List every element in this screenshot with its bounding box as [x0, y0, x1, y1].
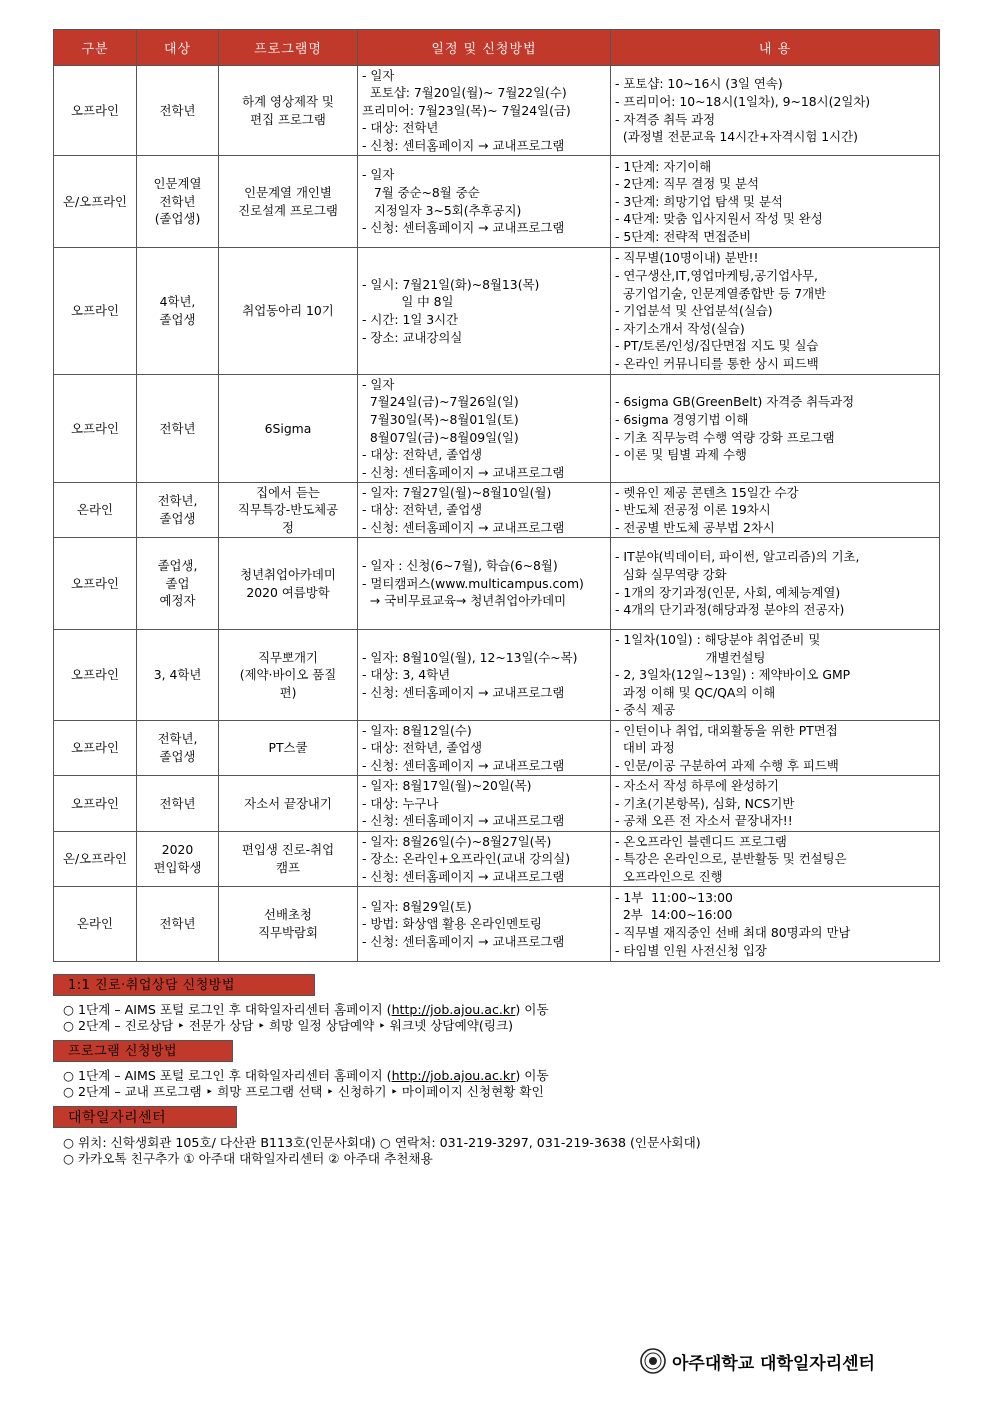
cell-schedule-line: - 일자: 8월29일(토)	[362, 898, 472, 914]
cell-program-name-line: 직무특강-반도체공	[237, 502, 339, 518]
cell-content-line: - PT/토론/인성/집단면접 지도 및 실습	[615, 338, 819, 354]
apply-step1-suffix: ) 이동	[515, 1068, 549, 1083]
cell-schedule-line: - 신청: 센터홈페이지 → 교내프로그램	[362, 519, 565, 535]
cell-content-line: - 1일차(10일) : 해당분야 취업준비 및	[615, 632, 821, 648]
cell-schedule-line: - 신청: 센터홈페이지 → 교내프로그램	[362, 220, 565, 236]
cell-type-line: 오프라인	[71, 740, 119, 756]
cell-schedule-line: 프리미어: 7월23일(목)~ 7월24일(금)	[362, 102, 571, 118]
cell-content-line: - 중식 제공	[615, 702, 676, 718]
cell-schedule-line: - 대상: 누구나	[362, 795, 439, 811]
cell-program-name	[219, 248, 358, 375]
cell-type	[54, 375, 137, 483]
cell-schedule	[358, 630, 611, 721]
cell-program-name-line: 직무뽀개기	[258, 649, 318, 665]
cell-type	[54, 538, 137, 630]
counsel-step1-text: ○ 1단계 – AIMS 포털 로그인 후 대학일자리센터 홈페이지 (	[63, 1002, 392, 1017]
cell-program-name-line: 직무박람회	[258, 925, 318, 940]
cell-target-line: 전학년	[159, 193, 196, 209]
cell-target	[137, 538, 219, 630]
cell-schedule-line: - 일자: 8월17일(월)~20일(목)	[362, 778, 532, 794]
counsel-step1	[63, 1002, 549, 1018]
cell-program-name-line: 집에서 듣는	[256, 484, 320, 500]
cell-content-line: - 프리미어: 10~18시(1일차), 9~18시(2일차)	[615, 93, 871, 109]
counsel-section-title: 1:1 진로·취업상담 신청방법	[53, 974, 315, 996]
cell-content	[611, 887, 940, 962]
cell-content-line: - 자기소개서 작성(실습)	[615, 320, 745, 336]
cell-schedule	[358, 887, 611, 962]
cell-target	[137, 248, 219, 375]
cell-program-name-line: 편집 프로그램	[250, 111, 326, 127]
cell-schedule-line: - 대상: 전학년	[362, 120, 439, 136]
cell-target	[137, 483, 219, 538]
cell-target-line: 2020	[161, 842, 194, 858]
apply-step1-text: ○ 1단계 – AIMS 포털 로그인 후 대학일자리센터 홈페이지 (	[63, 1068, 392, 1083]
cell-program-name-line: 선배초청	[264, 907, 312, 923]
cell-schedule	[358, 721, 611, 776]
cell-content	[611, 630, 940, 721]
cell-schedule-line: - 멀티캠퍼스(www.multicampus.com)	[362, 575, 584, 591]
cell-type-line: 오프라인	[71, 667, 119, 683]
cell-content-line: 심화 실무역량 강화	[615, 566, 727, 582]
cell-content-line: - 6sigma 경영기법 이해	[615, 411, 749, 427]
cell-type-line: 온라인	[77, 916, 113, 932]
counsel-step1-suffix: ) 이동	[515, 1002, 549, 1017]
apply-step1	[63, 1068, 549, 1084]
cell-type	[54, 832, 137, 887]
cell-program-name-line: 정	[282, 519, 294, 535]
cell-schedule	[358, 248, 611, 375]
cell-target-line: 3, 4학년	[153, 667, 202, 683]
cell-type	[54, 776, 137, 832]
cell-content-line: 공기업기술, 인문계열종합반 등 7개반	[615, 285, 827, 301]
cell-schedule-line: - 일자	[362, 376, 395, 392]
cell-content-line: (과정별 전문교육 14시간+자격시험 1시간)	[615, 129, 858, 145]
cell-content-line: - 이론 및 팀별 과제 수행	[615, 447, 747, 463]
program-table	[53, 29, 940, 962]
cell-content-line: - 특강은 온라인으로, 분반활동 및 컨설팅은	[615, 851, 847, 867]
cell-content-line: - 인턴이나 취업, 대외활동을 위한 PT면접	[615, 722, 838, 738]
cell-target	[137, 375, 219, 483]
cell-content-line: - 렛유인 제공 콘텐츠 15일간 수강	[615, 484, 799, 500]
table-row	[54, 887, 940, 962]
apply-url-link[interactable]: http://job.ajou.ac.kr	[391, 1068, 516, 1083]
cell-schedule	[358, 483, 611, 538]
cell-content-line: - 직무별 재직중인 선배 최대 80명과의 만남	[615, 925, 851, 940]
cell-schedule-line: 7월 중순~8월 중순	[362, 184, 480, 200]
cell-target-line: 졸업생,	[157, 558, 198, 574]
header-content: 내 용	[611, 30, 940, 66]
cell-type	[54, 248, 137, 375]
cell-schedule-line: - 장소: 온라인+오프라인(교내 강의실)	[362, 851, 571, 867]
cell-content-line: - 자격증 취득 과정	[615, 111, 716, 127]
cell-program-name-line: 청년취업아카데미	[240, 566, 336, 582]
cell-content	[611, 248, 940, 375]
table-row	[54, 538, 940, 630]
header-schedule: 일정 및 신청방법	[358, 30, 611, 66]
cell-type-line: 오프라인	[71, 575, 119, 591]
cell-content-line: - 공채 오픈 전 자소서 끝장내자!!	[615, 813, 793, 829]
cell-target	[137, 776, 219, 832]
cell-content	[611, 832, 940, 887]
cell-program-name	[219, 887, 358, 962]
cell-content-line: - 기업분석 및 산업분석(실습)	[615, 303, 773, 319]
cell-program-name	[219, 483, 358, 538]
cell-type	[54, 66, 137, 156]
cell-schedule-line: - 대상: 전학년, 졸업생	[362, 740, 483, 756]
cell-schedule-line: - 일자: 7월27일(월)~8월10일(월)	[362, 484, 552, 500]
cell-type-line: 오프라인	[71, 303, 119, 319]
cell-target-line: 전학년	[159, 420, 196, 436]
cell-program-name	[219, 538, 358, 630]
cell-schedule	[358, 538, 611, 630]
cell-type	[54, 887, 137, 962]
cell-program-name-line: (제약·바이오 품질	[239, 667, 337, 683]
counsel-step2: ○ 2단계 – 진로상담 ‣ 전문가 상담 ‣ 희망 일정 상담예약 ‣ 워크넷 상담예약(링크)	[63, 1018, 514, 1033]
cell-target-line: 4학년,	[159, 294, 196, 310]
cell-schedule-line: - 장소: 교내강의실	[362, 329, 463, 345]
cell-schedule-line: - 일시: 7월21일(화)~8월13(목)	[362, 276, 540, 292]
cell-content-line: - 2, 3일차(12일~13일) : 제약바이오 GMP	[615, 667, 851, 683]
table-row	[54, 156, 940, 248]
cell-type-line: 온/오프라인	[62, 193, 128, 209]
table-row	[54, 66, 940, 156]
cell-schedule-line: - 일자: 8월26일(수)~8월27일(목)	[362, 833, 552, 849]
cell-type	[54, 156, 137, 248]
cell-program-name-line: 편입생 진로-취업	[241, 842, 335, 858]
cell-type-line: 온라인	[77, 502, 113, 518]
cell-type	[54, 721, 137, 776]
cell-content	[611, 721, 940, 776]
cell-schedule	[358, 776, 611, 832]
cell-schedule-line: - 일자 : 신청(6~7월), 학습(6~8월)	[362, 558, 558, 574]
footer-logo-text: 아주대학교 대학일자리센터	[672, 1353, 875, 1374]
cell-schedule	[358, 156, 611, 248]
cell-type-line: 온/오프라인	[62, 851, 128, 867]
cell-target-line: 편입학생	[153, 860, 202, 875]
cell-content	[611, 156, 940, 248]
cell-content-line: - IT분야(빅데이터, 파이썬, 알고리즘)의 기초,	[615, 549, 860, 565]
cell-schedule-line: - 신청: 센터홈페이지 → 교내프로그램	[362, 868, 565, 884]
cell-target	[137, 887, 219, 962]
cell-schedule	[358, 375, 611, 483]
center-section-title: 대학일자리센터	[53, 1106, 237, 1128]
cell-content	[611, 776, 940, 832]
cell-schedule-line: 7월30일(목)~8월01일(토)	[362, 411, 519, 427]
header-target: 대상	[137, 30, 219, 66]
cell-target	[137, 156, 219, 248]
table-body	[54, 66, 940, 962]
cell-content-line: - 온오프라인 블렌디드 프로그램	[615, 833, 787, 849]
cell-content-line: - 온라인 커뮤니티를 통한 상시 피드백	[615, 355, 819, 371]
cell-schedule	[358, 66, 611, 156]
cell-content-line: - 1부 11:00~13:00	[615, 889, 733, 905]
cell-content-line: - 인문/이공 구분하여 과제 수행 후 피드백	[615, 757, 839, 773]
cell-schedule-line: 8월07일(금)~8월09일(일)	[362, 429, 519, 445]
cell-program-name-line: 캠프	[276, 860, 300, 875]
cell-content-line: - 1개의 장기과정(인문, 사회, 예체능계열)	[615, 584, 841, 600]
cell-program-name-line: 진로설계 프로그램	[238, 202, 338, 218]
cell-schedule-line: 일 中 8일	[362, 294, 454, 310]
counsel-url-link[interactable]: http://job.ajou.ac.kr	[391, 1002, 516, 1017]
cell-target	[137, 66, 219, 156]
cell-schedule-line: - 신청: 센터홈페이지 → 교내프로그램	[362, 464, 565, 480]
cell-schedule-line: - 대상: 전학년, 졸업생	[362, 447, 483, 463]
cell-target-line: 인문계열	[153, 176, 202, 192]
cell-program-name	[219, 66, 358, 156]
cell-target-line: 졸업생	[159, 312, 196, 327]
cell-program-name	[219, 721, 358, 776]
table-row	[54, 483, 940, 538]
cell-schedule-line: 포토샵: 7월20일(월)~ 7월22일(수)	[362, 85, 567, 101]
cell-content	[611, 483, 940, 538]
cell-content	[611, 66, 940, 156]
table-row	[54, 248, 940, 375]
cell-content-line: - 전공별 반도체 공부법 2차시	[615, 519, 775, 535]
cell-target-line: 졸업	[165, 575, 190, 591]
cell-target-line: 전학년	[159, 916, 196, 932]
cell-content-line: - 기초 직무능력 수행 역량 강화 프로그램	[615, 429, 835, 445]
footer-logo	[640, 1346, 875, 1376]
cell-program-name	[219, 832, 358, 887]
cell-target-line: 전학년,	[157, 731, 198, 747]
cell-content	[611, 538, 940, 630]
cell-program-name	[219, 156, 358, 248]
cell-target	[137, 832, 219, 887]
cell-program-name-line: 편)	[279, 684, 297, 700]
cell-type	[54, 483, 137, 538]
cell-schedule	[358, 832, 611, 887]
table-row	[54, 375, 940, 483]
cell-target-line: 예정자	[159, 593, 196, 609]
cell-schedule-line: 지정일자 3~5회(추후공지)	[362, 202, 522, 218]
cell-target	[137, 721, 219, 776]
cell-content-line: - 기초(기본항목), 심화, NCS기반	[615, 795, 795, 811]
table-row	[54, 832, 940, 887]
cell-program-name-line: 6Sigma	[264, 420, 312, 436]
cell-schedule-line: - 신청: 센터홈페이지 → 교내프로그램	[362, 137, 565, 153]
cell-schedule-line: - 신청: 센터홈페이지 → 교내프로그램	[362, 757, 565, 773]
cell-content-line: 2부 14:00~16:00	[615, 907, 733, 923]
cell-program-name-line: 인문계열 개인별	[244, 184, 332, 200]
cell-program-name	[219, 776, 358, 832]
apply-section-title: 프로그램 신청방법	[53, 1040, 233, 1062]
apply-step2: ○ 2단계 – 교내 프로그램 ‣ 희망 프로그램 선택 ‣ 신청하기 ‣ 마이페이지 신청현황 확인	[63, 1084, 544, 1099]
cell-type-line: 오프라인	[71, 420, 119, 436]
cell-target	[137, 630, 219, 721]
cell-schedule-line: - 일자: 8월10일(월), 12~13일(수~목)	[362, 649, 578, 665]
table-row	[54, 630, 940, 721]
cell-type-line: 오프라인	[71, 795, 119, 811]
cell-content-line: 대비 과정	[615, 740, 675, 756]
cell-content-line: - 자소서 작성 하루에 완성하기	[615, 778, 779, 794]
cell-schedule-line: - 대상: 3, 4학년	[362, 667, 451, 683]
cell-content-line: - 4단계: 맞춤 입사지원서 작성 및 완성	[615, 211, 823, 227]
cell-target-line: 전학년,	[157, 493, 198, 509]
cell-schedule-line: → 국비무료교육→ 청년취업아카데미	[362, 593, 567, 609]
cell-schedule-line: - 시간: 1일 3시간	[362, 312, 459, 327]
cell-content-line: - 2단계: 직무 결정 및 분석	[615, 176, 759, 192]
cell-schedule-line: - 방법: 화상앱 활용 온라인멘토링	[362, 916, 543, 932]
cell-schedule-line: - 일자: 8월12일(수)	[362, 722, 472, 738]
cell-target-line: 전학년	[159, 795, 196, 811]
cell-content-line: 오프라인으로 진행	[615, 868, 723, 884]
cell-program-name-line: PT스쿨	[268, 740, 308, 756]
header-type: 구분	[54, 30, 137, 66]
cell-target-line: 졸업생	[159, 749, 196, 764]
cell-schedule-line: - 신청: 센터홈페이지 → 교내프로그램	[362, 813, 565, 829]
cell-content-line: - 포토샵: 10~16시 (3일 연속)	[615, 76, 783, 92]
cell-schedule-line: - 일자	[362, 67, 395, 83]
cell-content-line: - 반도체 전공정 이론 19차시	[615, 502, 771, 518]
cell-schedule-line: 7월24일(금)~7월26일(일)	[362, 394, 519, 410]
cell-content-line: - 3단계: 희망기업 탐색 및 분석	[615, 193, 783, 209]
cell-program-name-line: 자소서 끝장내기	[244, 795, 332, 811]
cell-content-line: - 5단계: 전략적 면접준비	[615, 228, 752, 244]
cell-program-name-line: 2020 여름방학	[246, 584, 330, 600]
center-kakao: ○ 카카오톡 친구추가 ① 아주대 대학일자리센터 ② 아주대 추천채용	[63, 1151, 433, 1166]
cell-schedule-line: - 신청: 센터홈페이지 → 교내프로그램	[362, 933, 565, 949]
cell-content	[611, 375, 940, 483]
cell-program-name-line: 하계 영상제작 및	[242, 93, 334, 109]
cell-content-line: - 연구생산,IT,영업마케팅,공기업사무,	[615, 268, 818, 284]
cell-content-line: - 4개의 단기과정(해당과정 분야의 전공자)	[615, 602, 845, 618]
table-row	[54, 721, 940, 776]
cell-program-name	[219, 630, 358, 721]
cell-content-line: 과정 이해 및 QC/QA의 이해	[615, 684, 776, 700]
university-emblem-icon	[640, 1348, 666, 1374]
cell-content-line: - 타임별 인원 사전신청 입장	[615, 942, 767, 958]
header-program: 프로그램명	[219, 30, 358, 66]
cell-type-line: 오프라인	[71, 102, 119, 118]
table-row	[54, 776, 940, 832]
center-location-contact: ○ 위치: 신학생회관 105호/ 다산관 B113호(인문사회대) ○ 연락처: 031-219-3297, 031-219-3638 (인문사회대)	[63, 1135, 701, 1150]
cell-target-line: 졸업생	[159, 511, 196, 526]
cell-program-name-line: 취업동아리 10기	[242, 303, 334, 319]
cell-target-line: 전학년	[159, 102, 196, 118]
cell-schedule-line: - 일자	[362, 167, 395, 183]
cell-type	[54, 630, 137, 721]
cell-schedule-line: - 신청: 센터홈페이지 → 교내프로그램	[362, 684, 565, 700]
cell-content-line: - 1단계: 자기이해	[615, 158, 712, 174]
cell-target-line: (졸업생)	[154, 211, 201, 227]
cell-program-name	[219, 375, 358, 483]
cell-content-line: - 직무별(10명이내) 분반!!	[615, 250, 759, 266]
table-header-row	[54, 30, 940, 66]
cell-content-line: 개별컨설팅	[615, 649, 766, 665]
cell-schedule-line: - 대상: 전학년, 졸업생	[362, 502, 483, 518]
cell-content-line: - 6sigma GB(GreenBelt) 자격증 취득과정	[615, 394, 855, 410]
